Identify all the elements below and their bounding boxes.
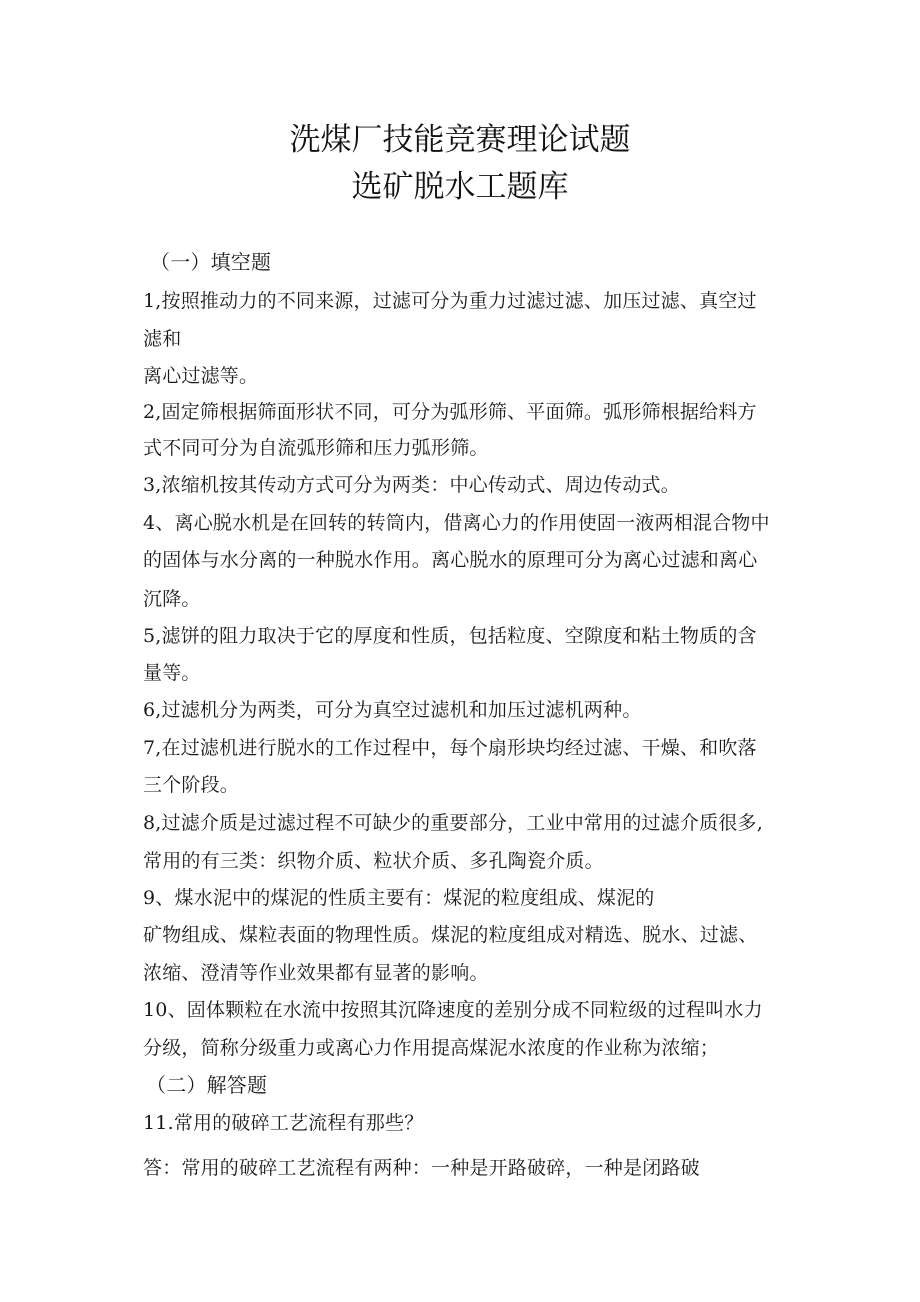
text-line: 式不同可分为自流弧形筛和压力弧形筛。 [143,437,489,459]
text-line: 1,按照推动力的不同来源，过滤可分为重力过滤过滤、加压过滤、真空过 [143,290,757,312]
document-subtitle: 选矿脱水工题库 [351,169,569,205]
text-line: 沉降。 [143,588,201,610]
text-line: 2,固定筛根据筛面形状不同，可分为弧形筛、平面筛。弧形筛根据给料方 [143,401,757,423]
text-line: 常用的有三类：织物介质、粒状介质、多孔陶瓷介质。 [143,850,604,872]
text-line: 6,过滤机分为两类，可分为真空过滤机和加压过滤机两种。 [143,699,642,721]
text-line: 7,在过滤机进行脱水的工作过程中，每个扇形块均经过滤、干燥、和吹落 [143,737,757,759]
text-line: 浓缩、澄清等作业效果都有显著的影响。 [143,962,489,984]
text-line: 4、离心脱水机是在回转的转筒内，借离心力的作用使固一液两相混合物中 [143,512,770,534]
answer-line: 答：常用的破碎工艺流程有两种：一种是开路破碎，一种是闭路破 [143,1157,700,1179]
question-line: 11.常用的破碎工艺流程有那些？ [143,1112,424,1134]
section-heading-answer: （二）解答题 [146,1073,268,1097]
section-heading-fill-in: （一）填空题 [150,250,272,274]
text-line: 三个阶段。 [143,774,240,796]
text-line: 10、固体颗粒在水流中按照其沉降速度的差别分成不同粒级的过程叫水力 [143,999,763,1021]
text-line: 3,浓缩机按其传动方式可分为两类：中心传动式、周边传动式。 [143,474,680,496]
text-line: 分级，简称分级重力或离心力作用提高煤泥水浓度的作业称为浓缩； [143,1037,720,1059]
text-line: 8,过滤介质是过滤过程不可缺少的重要部分，工业中常用的过滤介质很多, [143,812,763,834]
text-line: 的固体与水分离的一种脱水作用。离心脱水的原理可分为离心过滤和离心 [143,549,758,571]
text-line: 9、煤水泥中的煤泥的性质主要有：煤泥的粒度组成、煤泥的 [143,887,655,909]
text-line: 5,滤饼的阻力取决于它的厚度和性质，包括粒度、空隙度和粘土物质的含 [143,625,757,647]
text-line: 离心过滤等。 [143,365,259,387]
document-title: 洗煤厂技能竞赛理论试题 [289,122,631,158]
text-line: 量等。 [143,662,201,684]
text-line: 矿物组成、煤粒表面的物理性质。煤泥的粒度组成对精选、脱水、过滤、 [143,924,758,946]
text-line: 滤和 [143,328,182,350]
